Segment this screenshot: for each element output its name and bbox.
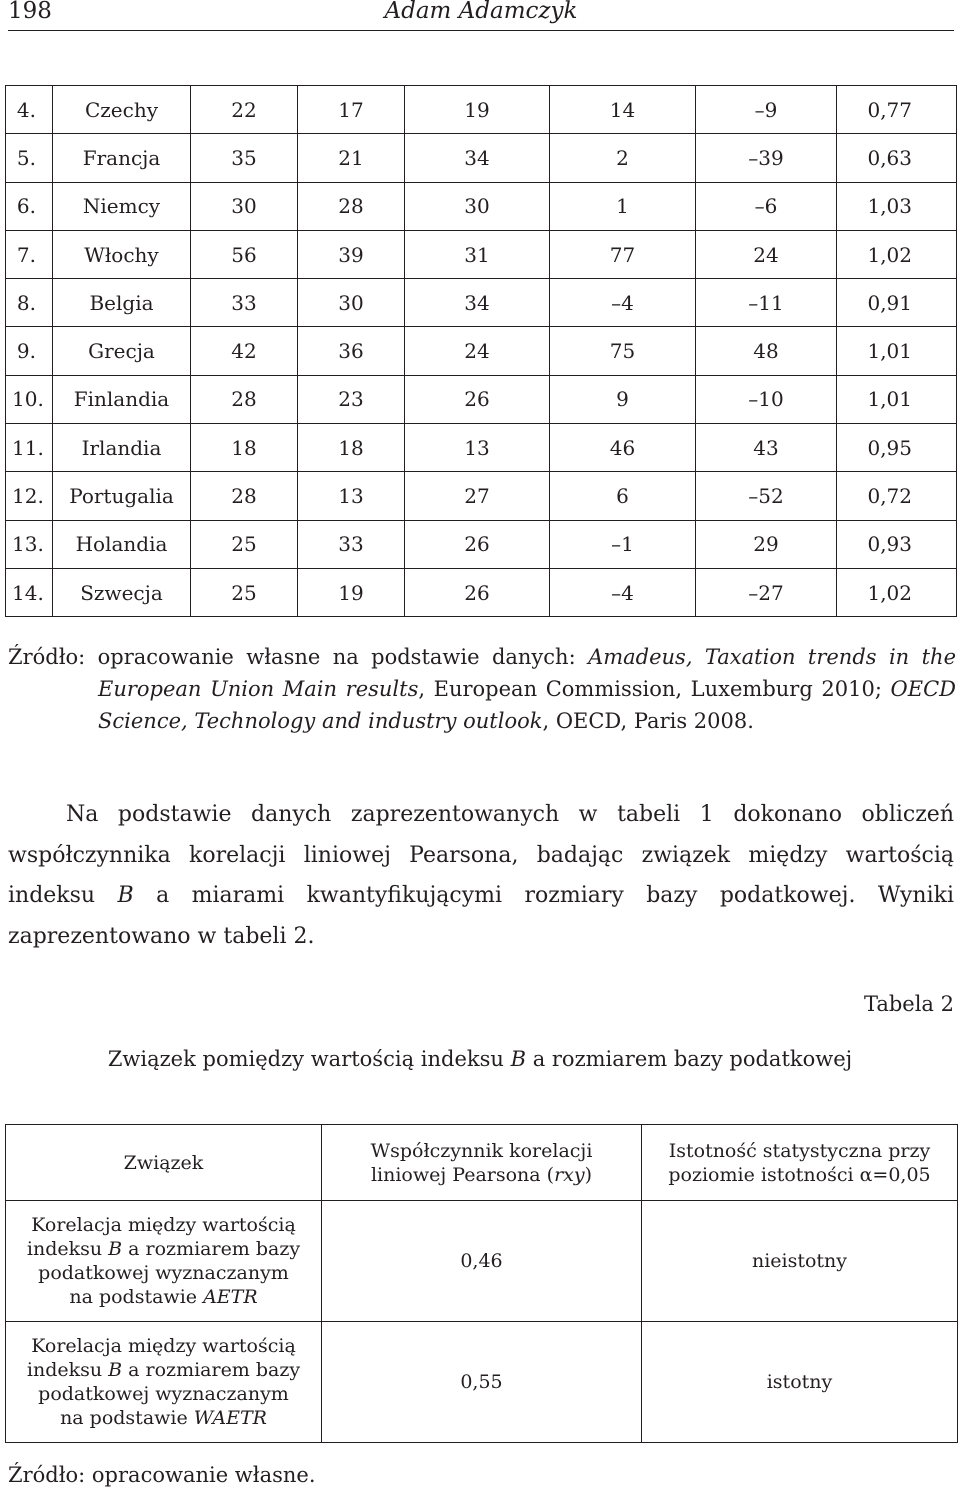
index-cell: 0,95 <box>837 424 957 472</box>
country-name: Belgia <box>53 279 191 327</box>
value-cell: 75 <box>550 327 696 375</box>
value-cell: 2 <box>550 134 696 182</box>
value-cell: 25 <box>191 568 298 616</box>
value-cell: 28 <box>191 472 298 520</box>
value-cell: 30 <box>298 279 405 327</box>
value-cell: 77 <box>550 230 696 278</box>
index-cell: 0,91 <box>837 279 957 327</box>
value-cell: 23 <box>298 375 405 423</box>
value-cell: 27 <box>405 472 550 520</box>
correlation-table <box>5 1124 958 1443</box>
coefficient-cell: 0,46 <box>322 1201 642 1322</box>
value-cell: 56 <box>191 230 298 278</box>
country-name: Niemcy <box>53 182 191 230</box>
value-cell: 30 <box>191 182 298 230</box>
index-cell: 1,01 <box>837 327 957 375</box>
value-cell: 22 <box>191 86 298 134</box>
value-cell: 46 <box>550 424 696 472</box>
value-cell: –10 <box>696 375 837 423</box>
country-name: Irlandia <box>53 424 191 472</box>
value-cell: –9 <box>696 86 837 134</box>
row-number: 10. <box>6 375 53 423</box>
value-cell: 6 <box>550 472 696 520</box>
row-number: 12. <box>6 472 53 520</box>
page-number: 198 <box>8 0 52 24</box>
value-cell: 1 <box>550 182 696 230</box>
value-cell: 39 <box>298 230 405 278</box>
body-paragraph: Na podstawie danych zaprezentowanych w tabeli 1 dokonano obliczeń współczynnika korelacji liniowej Pearsona, badając związek między wartością indeksu B a miarami kwantyfikującymi rozmiary bazy podatkowej. Wyniki zaprezentowano w tabeli 2. <box>8 802 954 949</box>
value-cell: 35 <box>191 134 298 182</box>
value-cell: 24 <box>405 327 550 375</box>
value-cell: 48 <box>696 327 837 375</box>
value-cell: 21 <box>298 134 405 182</box>
country-name: Włochy <box>53 230 191 278</box>
value-cell: 17 <box>298 86 405 134</box>
country-name: Francja <box>53 134 191 182</box>
row-number: 6. <box>6 182 53 230</box>
table-row <box>6 279 957 327</box>
table-row <box>6 375 957 423</box>
value-cell: 26 <box>405 520 550 568</box>
value-cell: 36 <box>298 327 405 375</box>
table-row <box>6 134 957 182</box>
row-number: 14. <box>6 568 53 616</box>
col-header-significance: Istotność statystyczna przy poziomie istotności α=0,05 <box>642 1125 958 1201</box>
table-row <box>6 182 957 230</box>
country-name: Finlandia <box>53 375 191 423</box>
table2-source-note: Źródło: opracowanie własne. <box>8 1463 316 1487</box>
page-header <box>8 0 954 31</box>
value-cell: –4 <box>550 568 696 616</box>
row-number: 13. <box>6 520 53 568</box>
value-cell: –39 <box>696 134 837 182</box>
row-number: 8. <box>6 279 53 327</box>
coefficient-cell: 0,55 <box>322 1322 642 1443</box>
value-cell: 19 <box>405 86 550 134</box>
value-cell: 19 <box>298 568 405 616</box>
value-cell: 13 <box>405 424 550 472</box>
value-cell: 31 <box>405 230 550 278</box>
value-cell: 9 <box>550 375 696 423</box>
value-cell: –52 <box>696 472 837 520</box>
index-cell: 1,02 <box>837 568 957 616</box>
value-cell: 28 <box>298 182 405 230</box>
table-row <box>6 568 957 616</box>
index-cell: 0,72 <box>837 472 957 520</box>
value-cell: 24 <box>696 230 837 278</box>
row-number: 11. <box>6 424 53 472</box>
running-head: Adam Adamczyk <box>384 0 578 24</box>
country-table <box>5 85 957 617</box>
value-cell: 18 <box>191 424 298 472</box>
table-row <box>6 1322 958 1443</box>
value-cell: –6 <box>696 182 837 230</box>
country-name: Holandia <box>53 520 191 568</box>
row-number: 9. <box>6 327 53 375</box>
value-cell: 43 <box>696 424 837 472</box>
value-cell: 29 <box>696 520 837 568</box>
table1-source-note: Źródło: opracowanie własne na podstawie danych: Amadeus, Taxation trends in the European Union Main results, European Commission, Luxemburg 2010; OECD Science, Technology and industry outlook, OECD, Paris 2008. <box>8 645 956 733</box>
value-cell: 18 <box>298 424 405 472</box>
row-number: 4. <box>6 86 53 134</box>
row-number: 7. <box>6 230 53 278</box>
value-cell: –4 <box>550 279 696 327</box>
col-header-coefficient: Współczynnik korelacji liniowej Pearsona (rxy) <box>322 1125 642 1201</box>
index-cell: 0,63 <box>837 134 957 182</box>
table2-label: Tabela 2 <box>863 992 954 1016</box>
value-cell: 30 <box>405 182 550 230</box>
country-name: Szwecja <box>53 568 191 616</box>
table2-header-row <box>6 1125 958 1201</box>
index-cell: 1,02 <box>837 230 957 278</box>
value-cell: 13 <box>298 472 405 520</box>
col-header-relation: Związek <box>6 1125 322 1201</box>
table-row <box>6 230 957 278</box>
table-row <box>6 520 957 568</box>
country-name: Portugalia <box>53 472 191 520</box>
table-row <box>6 472 957 520</box>
value-cell: 25 <box>191 520 298 568</box>
table2-title: Związek pomiędzy wartością indeksu B a rozmiarem bazy podatkowej <box>107 1047 853 1071</box>
significance-cell: nieistotny <box>642 1201 958 1322</box>
table-row <box>6 424 957 472</box>
index-cell: 0,93 <box>837 520 957 568</box>
value-cell: 14 <box>550 86 696 134</box>
value-cell: –27 <box>696 568 837 616</box>
value-cell: 33 <box>298 520 405 568</box>
row-number: 5. <box>6 134 53 182</box>
country-name: Grecja <box>53 327 191 375</box>
value-cell: 34 <box>405 279 550 327</box>
value-cell: 33 <box>191 279 298 327</box>
table-row <box>6 86 957 134</box>
relation-cell: Korelacja między wartością indeksu B a rozmiarem bazy podatkowej wyznaczanym na podstawie AETR <box>6 1201 322 1322</box>
relation-cell: Korelacja między wartością indeksu B a rozmiarem bazy podatkowej wyznaczanym na podstawie WAETR <box>6 1322 322 1443</box>
index-cell: 0,77 <box>837 86 957 134</box>
table-row <box>6 327 957 375</box>
value-cell: 34 <box>405 134 550 182</box>
country-name: Czechy <box>53 86 191 134</box>
value-cell: –1 <box>550 520 696 568</box>
index-cell: 1,03 <box>837 182 957 230</box>
value-cell: –11 <box>696 279 837 327</box>
value-cell: 26 <box>405 568 550 616</box>
index-cell: 1,01 <box>837 375 957 423</box>
table-row <box>6 1201 958 1322</box>
significance-cell: istotny <box>642 1322 958 1443</box>
value-cell: 42 <box>191 327 298 375</box>
value-cell: 28 <box>191 375 298 423</box>
value-cell: 26 <box>405 375 550 423</box>
